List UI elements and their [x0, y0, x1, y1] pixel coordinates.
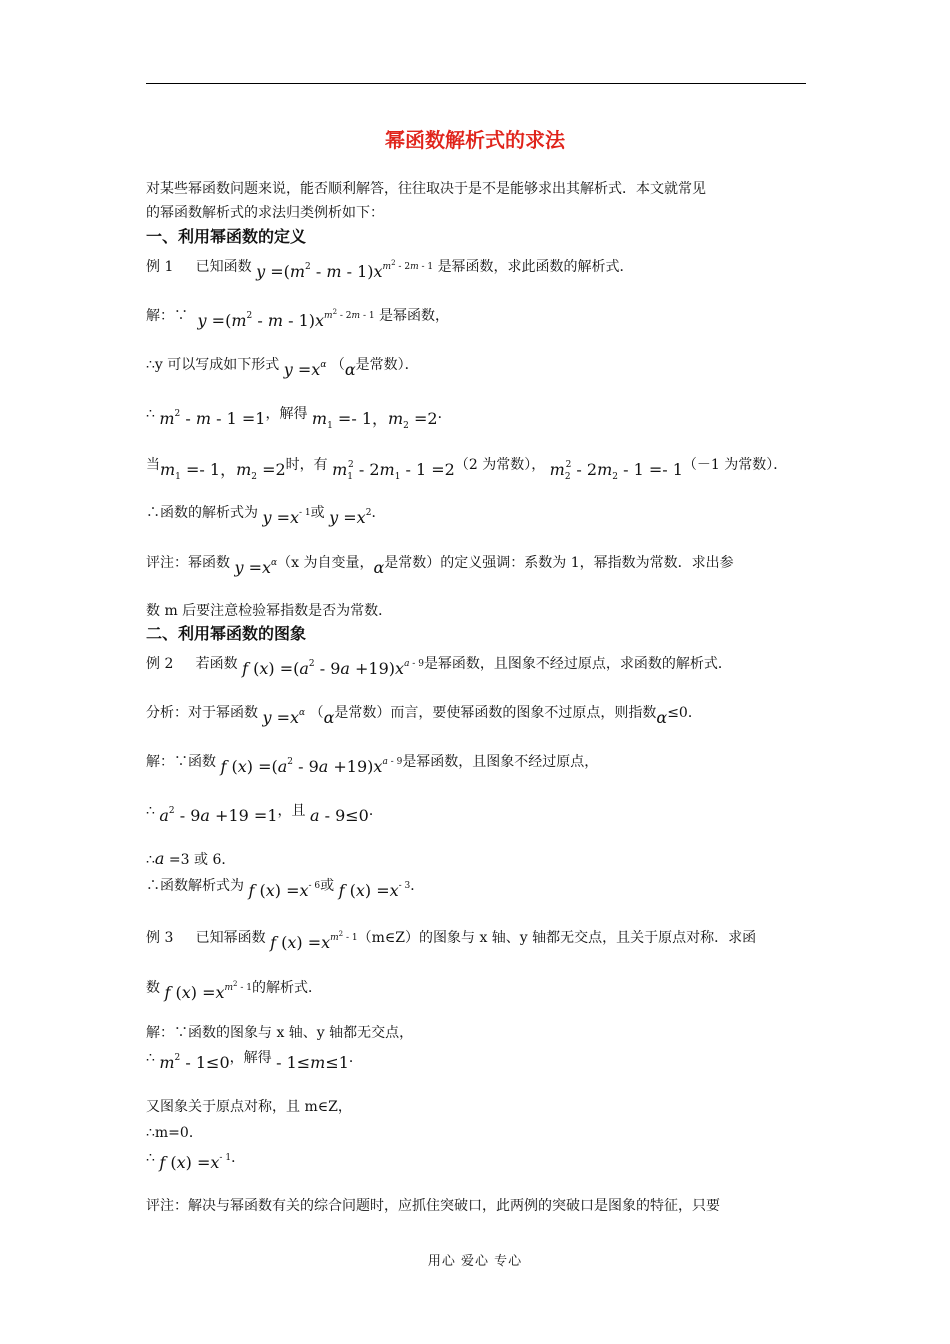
page-footer: 用心 爱心 专心 — [427, 1254, 523, 1269]
example-label: 例 1 — [146, 259, 174, 275]
solution-line — [146, 306, 450, 330]
math-formula: $y =x^\alpha$ — [262, 708, 306, 727]
check-text: 当 — [146, 457, 160, 473]
symmetry-line: 又图象关于原点对称，且 m∈Z， — [146, 1099, 352, 1115]
solution-text: 是幂函数，且图象不经过原点， — [402, 754, 599, 770]
analysis-line — [146, 703, 702, 727]
example-text: （m∈Z）的图象与 x 轴、y 轴都无交点，且关于原点对称．求函 — [357, 930, 757, 946]
math-formula: $m_1^2 - 2m_1 - 1 =2$ — [332, 460, 455, 482]
math-formula: $y =(m^2 - m - 1)x^{m^2 - 2m - 1}$ — [256, 259, 434, 281]
solution-label: 解：∵ — [146, 308, 188, 324]
check-line — [146, 455, 788, 482]
result-text: 或 — [310, 505, 325, 521]
math-formula: α — [373, 558, 385, 577]
solution-line — [146, 752, 599, 776]
comment-line-2: 数 m 后要注意检验幂指数是否为常数． — [146, 603, 393, 619]
math-formula: $y =x^{- 1}$ — [262, 508, 311, 527]
therefore-symbol: ∴ — [146, 803, 155, 819]
math-formula: $y =x^\alpha$ — [234, 558, 278, 577]
solution-text: 是幂函数， — [379, 308, 450, 324]
math-formula: f $(x) =x^{- 6}$ — [248, 881, 321, 900]
math-formula: f $(x) =x^{m^2 - 1}$ — [270, 930, 358, 952]
math-formula: f $(x) =(a^2 - 9a +19)x^{a - 9}$ — [242, 659, 424, 678]
result-line: ∴函数的解析式为 $y =x^{- 1}$或 $y =x^2$． — [146, 505, 386, 527]
form-text: ∴y 可以写成如下形式 — [146, 357, 280, 373]
result-line: ∴函数解析式为 f $(x) =x^{- 6}$或 f $(x) =x^{- 3}$． — [146, 878, 425, 900]
math-formula: $m_1 =- 1$，$m_2 =2$ — [160, 460, 286, 482]
math-formula: $a^2 - 9a +19 =1$ — [159, 806, 278, 825]
result-text: 或 — [320, 878, 335, 894]
therefore-symbol: ∴ — [146, 1150, 155, 1166]
analysis-text: 分析：对于幂函数 — [146, 705, 258, 721]
example-3-statement — [146, 928, 757, 952]
solution-text: 解：∵函数 — [146, 754, 216, 770]
math-formula: $y =x^\alpha$ — [283, 360, 327, 379]
math-formula: a — [154, 849, 165, 868]
equation-text: ，解得 — [265, 406, 308, 422]
math-formula: α — [323, 708, 335, 727]
form-line — [146, 355, 419, 379]
therefore-symbol: ∴ — [146, 1050, 155, 1066]
paren-text: （ — [330, 357, 345, 373]
math-formula: f $(x) =x^{- 3}$ — [338, 881, 411, 900]
therefore-symbol: ∴ — [146, 852, 155, 868]
check-text: （－1 为常数）． — [682, 457, 788, 473]
math-formula: f $(x) =(a^2 - 9a +19)x^{a - 9}$ — [220, 757, 403, 776]
example-text: 是幂函数，且图象不经过原点，求函数的解析式． — [423, 656, 732, 672]
result-text: =3 或 6． — [168, 852, 236, 868]
math-formula: α — [344, 360, 356, 379]
math-formula: - 1≤m≤1 — [276, 1053, 349, 1072]
section-heading-graph: 二、利用幂函数的图象 — [146, 624, 307, 643]
result-text: ∴函数解析式为 — [146, 878, 244, 894]
math-formula: f $(x) =x^{m^2 - 1}$ — [164, 980, 253, 1002]
example-text: 的解析式． — [252, 980, 323, 996]
equation-line: ∴ $a^2 - 9a +19 =1$，且 a - 9≤0． — [146, 803, 383, 825]
math-formula: α — [656, 708, 668, 727]
example-text: 已知幂函数 — [195, 930, 266, 946]
a-value-line — [146, 850, 235, 869]
analysis-text: ≤0． — [667, 705, 702, 721]
example-label: 例 2 — [146, 656, 174, 672]
final-result-line: ∴ f $(x) =x^{- 1}$． — [146, 1150, 246, 1172]
comment-text: 是常数）的定义强调：系数为 1，幂指数为常数．求出参 — [384, 555, 734, 571]
equation-text: ，解得 — [229, 1050, 272, 1066]
equation-line: ∴ $m^2 - 1\le 0$，解得 - 1≤m≤1． — [146, 1050, 363, 1072]
math-formula: $m_2^2 - 2m_2 - 1 =- 1$ — [549, 460, 683, 482]
comment-text: （x 为自变量， — [277, 555, 374, 571]
example-text: 是幂函数，求此函数的解析式． — [437, 259, 634, 275]
math-formula: $y =(m^2 - m - 1)x^{m^2 - 2m - 1}$ — [197, 308, 375, 330]
example-text: 已知函数 — [195, 259, 252, 275]
math-formula: $y =x^2$ — [329, 508, 372, 527]
comment-line: 评注：解决与幂函数有关的综合问题时，应抓住突破口，此两例的突破口是图象的特征，只要 — [146, 1198, 720, 1214]
analysis-text: （ — [309, 705, 324, 721]
comment-line-1 — [146, 553, 734, 577]
example-text: 若函数 — [195, 656, 238, 672]
math-formula: f $(x) =x^{- 1}$ — [159, 1153, 232, 1172]
equation-text: ，且 — [277, 803, 306, 819]
page-title: 幂函数解析式的求法 — [385, 128, 565, 152]
example-text: 数 — [146, 980, 160, 996]
analysis-text: 是常数）而言，要使幂函数的图象不过原点，则指数 — [334, 705, 657, 721]
example-label: 例 3 — [146, 930, 174, 946]
math-formula: $m^2 - 1\le 0$ — [159, 1053, 230, 1072]
comment-text: 评注：幂函数 — [146, 555, 230, 571]
header-rule — [146, 83, 806, 84]
intro-line-1: 对某些幂函数问题来说，能否顺利解答，往往取决于是不是能够求出其解析式．本文就常见 — [146, 181, 706, 197]
check-text: （2 为常数）， — [454, 457, 546, 473]
equation-line: ∴ $m^2 - m - 1 =1$，解得 $m_1 =- 1$，$m_2 =2$． — [146, 406, 452, 431]
example-3-line-2 — [146, 978, 323, 1002]
math-formula: a - 9≤0 — [309, 806, 369, 825]
intro-line-2: 的幂函数解析式的求法归类例析如下： — [146, 205, 384, 221]
therefore-symbol: ∴ — [146, 406, 155, 422]
example-2-statement — [146, 654, 732, 678]
solution-3-line: 解：∵函数的图象与 x 轴、y 轴都无交点， — [146, 1025, 414, 1041]
check-text: 时，有 — [285, 457, 328, 473]
section-heading-definition: 一、利用幂函数的定义 — [146, 227, 307, 246]
result-text: ∴函数的解析式为 — [146, 505, 258, 521]
math-formula: $m^2 - m - 1 =1$ — [159, 409, 266, 428]
example-1-statement — [146, 257, 634, 281]
m-value-line: ∴m=0． — [146, 1125, 203, 1141]
math-formula: $m_1 =- 1$，$m_2 =2$ — [311, 409, 438, 431]
form-text: 是常数）． — [355, 357, 419, 373]
